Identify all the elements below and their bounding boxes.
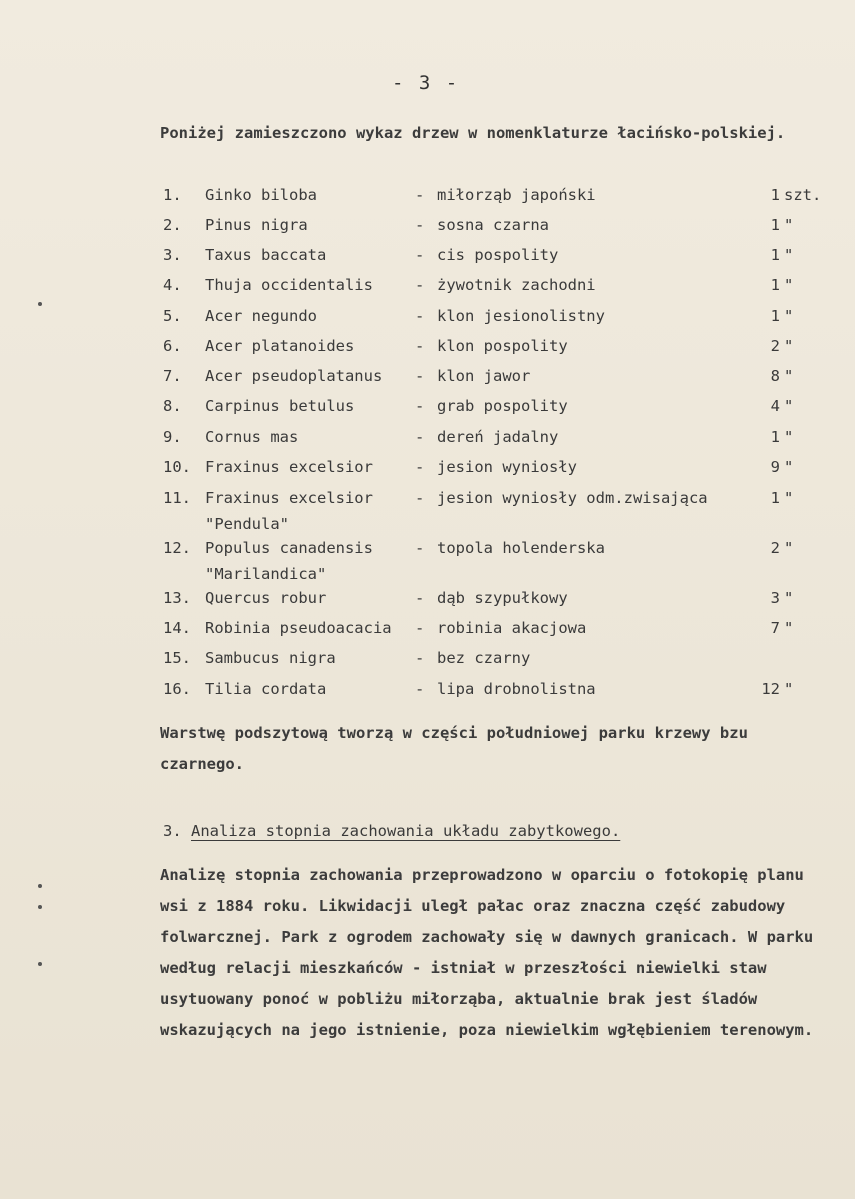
tree-unit: " — [784, 216, 794, 234]
margin-mark — [38, 302, 42, 306]
tree-latin-name: Taxus baccata — [205, 246, 327, 264]
tree-dash: - — [415, 589, 425, 607]
tree-unit: szt. — [784, 186, 822, 204]
tree-unit: " — [784, 307, 794, 325]
tree-unit: " — [784, 539, 794, 557]
page-number: - 3 - — [392, 72, 460, 94]
tree-unit: " — [784, 680, 794, 698]
tree-latin-name: Populus canadensis — [205, 539, 373, 557]
tree-dash: - — [415, 276, 425, 294]
tree-dash: - — [415, 307, 425, 325]
tree-polish-name: sosna czarna — [437, 216, 549, 234]
tree-dash: - — [415, 186, 425, 204]
tree-dash: - — [415, 216, 425, 234]
tree-number: 6. — [163, 337, 182, 355]
tree-cultivar: "Marilandica" — [205, 565, 327, 583]
tree-number: 1. — [163, 186, 182, 204]
tree-latin-name: Quercus robur — [205, 589, 327, 607]
tree-unit: " — [784, 489, 794, 507]
margin-mark — [38, 905, 42, 909]
tree-latin-name: Acer negundo — [205, 307, 317, 325]
tree-unit: " — [784, 397, 794, 415]
tree-polish-name: klon jesionolistny — [437, 307, 605, 325]
tree-number: 12. — [163, 539, 191, 557]
tree-polish-name: cis pospolity — [437, 246, 559, 264]
tree-number: 5. — [163, 307, 182, 325]
tree-polish-name: klon pospolity — [437, 337, 568, 355]
tree-dash: - — [415, 489, 425, 507]
tree-latin-name: Acer platanoides — [205, 337, 355, 355]
tree-number: 3. — [163, 246, 182, 264]
margin-mark — [38, 884, 42, 888]
tree-polish-name: żywotnik zachodni — [437, 276, 596, 294]
tree-count: 1 — [770, 307, 780, 325]
tree-count: 1 — [770, 246, 780, 264]
tree-number: 7. — [163, 367, 182, 385]
tree-latin-name: Pinus nigra — [205, 216, 308, 234]
tree-polish-name: miłorząb japoński — [437, 186, 596, 204]
tree-polish-name: bez czarny — [437, 649, 531, 667]
tree-number: 14. — [163, 619, 191, 637]
section-title: Analiza stopnia zachowania układu zabytkowego. — [191, 822, 621, 840]
tree-count: 1 — [770, 216, 780, 234]
section-number: 3. — [163, 822, 182, 840]
tree-dash: - — [415, 246, 425, 264]
tree-count: 1 — [770, 276, 780, 294]
tree-unit: " — [784, 589, 794, 607]
tree-dash: - — [415, 649, 425, 667]
tree-number: 8. — [163, 397, 182, 415]
tree-polish-name: grab pospolity — [437, 397, 568, 415]
tree-number: 4. — [163, 276, 182, 294]
tree-count: 1 — [770, 186, 780, 204]
tree-polish-name: topola holenderska — [437, 539, 605, 557]
tree-latin-name: Cornus mas — [205, 428, 299, 446]
tree-unit: " — [784, 428, 794, 446]
tree-unit: " — [784, 246, 794, 264]
tree-number: 10. — [163, 458, 191, 476]
tree-count: 3 — [770, 589, 780, 607]
tree-count: 7 — [770, 619, 780, 637]
tree-polish-name: klon jawor — [437, 367, 531, 385]
tree-latin-name: Sambucus nigra — [205, 649, 336, 667]
tree-latin-name: Fraxinus excelsior — [205, 489, 373, 507]
section-heading — [163, 822, 620, 840]
tree-polish-name: lipa drobnolistna — [437, 680, 596, 698]
tree-count: 1 — [770, 489, 780, 507]
tree-unit: " — [784, 367, 794, 385]
analysis-paragraph: Analizę stopnia zachowania przeprowadzono w oparciu o fotokopię planu wsi z 1884 roku. Likwidacji uległ pałac oraz znaczna część zabudowy folwarcznej. Park z ogrodem zachowały się w dawnych granicach. W parku według relacji mieszkańców - istniał w przeszłości niewielki staw usytuowany ponoć w pobliżu miłorząba, aktualnie brak jest śladów wskazujących na jego istnienie, poza niewielkim wgłębieniem terenowym. — [160, 866, 814, 1039]
tree-polish-name: jesion wyniosły odm.zwisająca — [437, 489, 708, 507]
tree-dash: - — [415, 458, 425, 476]
tree-dash: - — [415, 397, 425, 415]
tree-dash: - — [415, 367, 425, 385]
tree-cultivar: "Pendula" — [205, 515, 289, 533]
tree-count: 1 — [770, 428, 780, 446]
tree-number: 16. — [163, 680, 191, 698]
tree-unit: " — [784, 458, 794, 476]
tree-latin-name: Ginko biloba — [205, 186, 317, 204]
tree-dash: - — [415, 428, 425, 446]
margin-mark — [38, 962, 42, 966]
tree-dash: - — [415, 680, 425, 698]
tree-dash: - — [415, 539, 425, 557]
tree-latin-name: Thuja occidentalis — [205, 276, 373, 294]
tree-number: 11. — [163, 489, 191, 507]
tree-number: 2. — [163, 216, 182, 234]
tree-number: 9. — [163, 428, 182, 446]
tree-polish-name: robinia akacjowa — [437, 619, 587, 637]
tree-latin-name: Acer pseudoplatanus — [205, 367, 383, 385]
tree-count: 4 — [770, 397, 780, 415]
tree-dash: - — [415, 337, 425, 355]
understory-paragraph: Warstwę podszytową tworzą w części południowej parku krzewy bzu czarnego. — [160, 724, 748, 773]
tree-count: 8 — [770, 367, 780, 385]
tree-count: 9 — [770, 458, 780, 476]
tree-polish-name: dąb szypułkowy — [437, 589, 568, 607]
tree-unit: " — [784, 276, 794, 294]
tree-count: 2 — [770, 337, 780, 355]
intro-text: Poniżej zamieszczono wykaz drzew w nomenklaturze łacińsko-polskiej. — [160, 124, 786, 142]
tree-dash: - — [415, 619, 425, 637]
tree-count: 12 — [761, 680, 780, 698]
tree-latin-name: Fraxinus excelsior — [205, 458, 373, 476]
tree-number: 13. — [163, 589, 191, 607]
tree-polish-name: dereń jadalny — [437, 428, 559, 446]
tree-number: 15. — [163, 649, 191, 667]
tree-count: 2 — [770, 539, 780, 557]
tree-unit: " — [784, 619, 794, 637]
tree-latin-name: Robinia pseudoacacia — [205, 619, 392, 637]
tree-latin-name: Tilia cordata — [205, 680, 327, 698]
tree-latin-name: Carpinus betulus — [205, 397, 355, 415]
tree-unit: " — [784, 337, 794, 355]
tree-polish-name: jesion wyniosły — [437, 458, 577, 476]
